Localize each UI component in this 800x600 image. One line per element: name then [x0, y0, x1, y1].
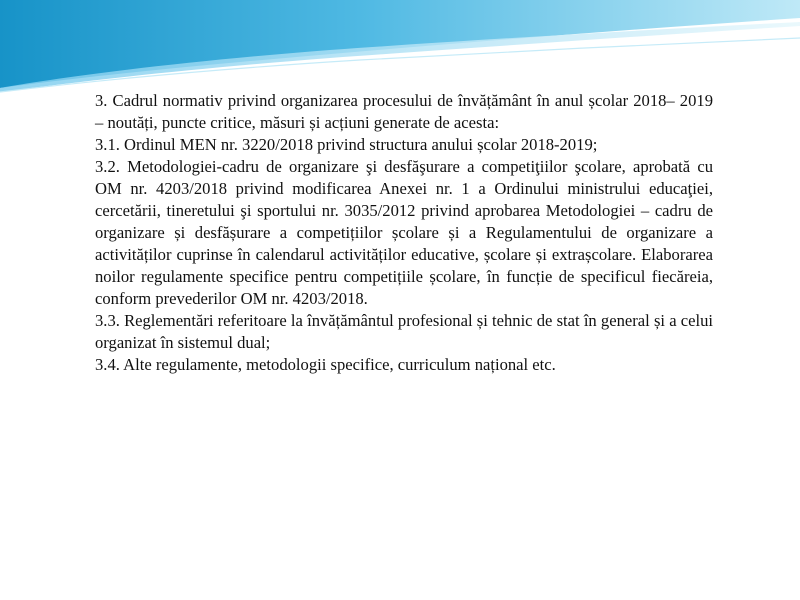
slide-body — [95, 90, 713, 376]
paragraph-3-1: 3.1. Ordinul MEN nr. 3220/2018 privind structura anului școlar 2018-2019; — [95, 135, 598, 154]
paragraph-3-2: 3.2. Metodologiei-cadru de organizare şi desfăşurare a competiţiilor şcolare, aprobată cu OM nr. 4203/2018 privind modificarea Anexei nr. 1 a Ordinului ministrului educaţiei, cercetării, tineretului şi sportului nr. 3035/2012 privind aprobarea Metodologiei – cadru de organizare și desfășurare a competițiilor școlare și a Regulamentului de organizare a activităților cuprinse în calendarul activităților educative, școlare și extrașcolare. Elaborarea noilor regulamente specifice pentru competițiile școlare, în funcție de specificul fiecăreia, conform prevederilor OM nr. 4203/2018. — [95, 157, 713, 308]
header-wave-decoration — [0, 0, 800, 100]
paragraph-3-3: 3.3. Reglementări referitoare la învățământul profesional și tehnic de stat în general și a celui organizat în sistemul dual; — [95, 311, 713, 352]
paragraph-3-4: 3.4. Alte regulamente, metodologii specifice, curriculum național etc. — [95, 355, 556, 374]
paragraph-3: 3. Cadrul normativ privind organizarea procesului de învățământ în anul școlar 2018– 2019 – noutăți, puncte critice, măsuri și acțiuni generate de acesta: — [95, 91, 713, 132]
